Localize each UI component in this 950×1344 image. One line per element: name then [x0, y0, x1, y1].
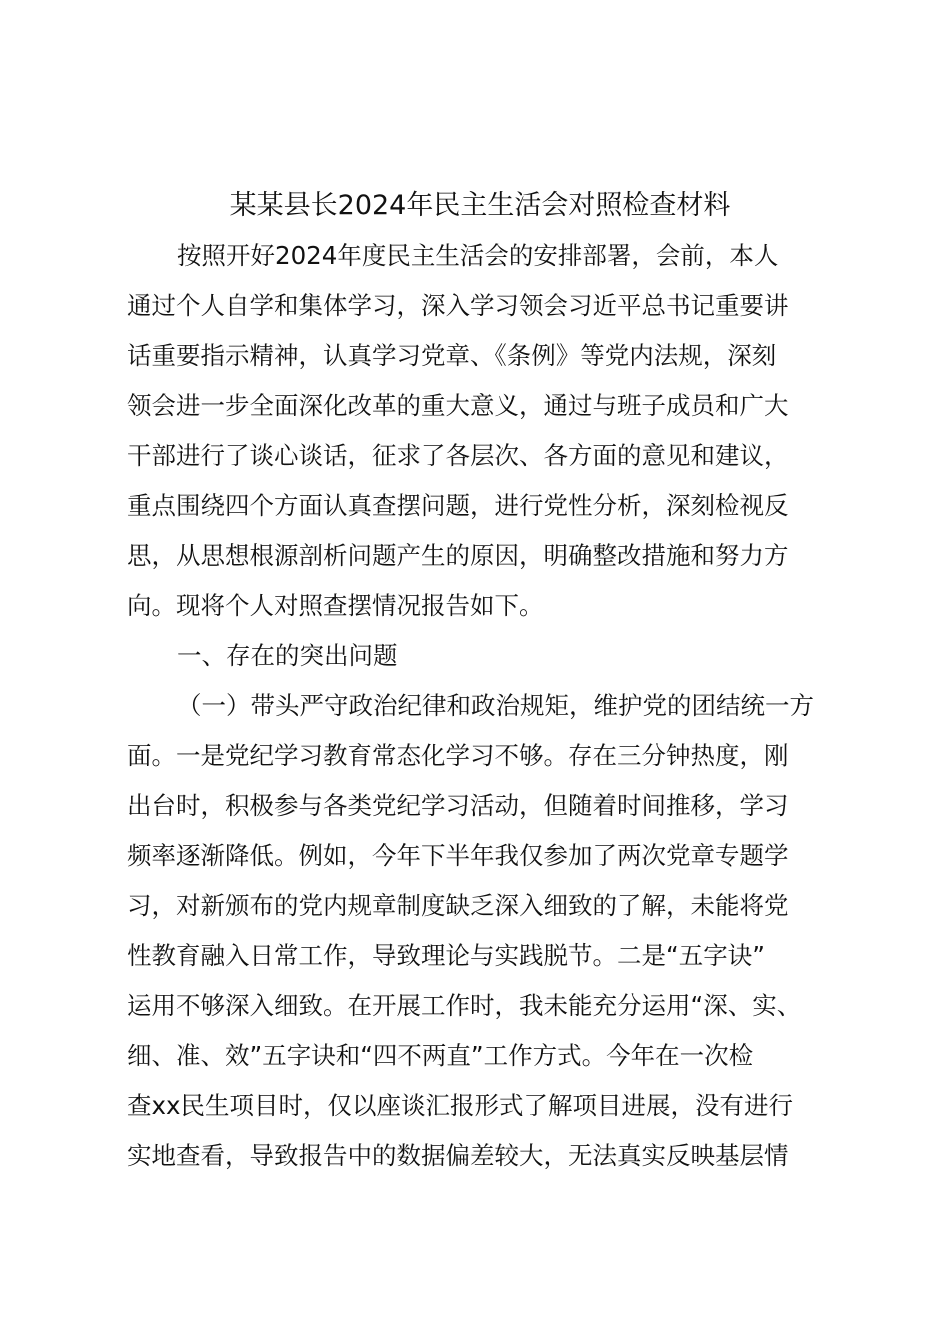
paragraph-line: 查xx民生项目时，仅以座谈汇报形式了解项目进展，没有进行 [127, 1091, 793, 1120]
paragraph-line: 实地查看，导致报告中的数据偏差较大，无法真实反映基层情 [127, 1141, 789, 1170]
paragraph-line: 面。一是党纪学习教育常态化学习不够。存在三分钟热度，刚 [127, 741, 789, 770]
paragraph-line: （一）带头严守政治纪律和政治规矩，维护党的团结统一方 [177, 691, 814, 720]
paragraph-line: 性教育融入日常工作，导致理论与实践脱节。二是“五字诀” [127, 941, 765, 970]
paragraph-line: 通过个人自学和集体学习，深入学习领会习近平总书记重要讲 [127, 291, 789, 320]
paragraph-line: 按照开好2024年度民主生活会的安排部署，会前，本人 [177, 241, 779, 270]
paragraph-line: 习，对新颁布的党内规章制度缺乏深入细致的了解，未能将党 [127, 891, 789, 920]
paragraph-line: 重点围绕四个方面认真查摆问题，进行党性分析，深刻检视反 [127, 491, 789, 520]
paragraph-line: 出台时，积极参与各类党纪学习活动，但随着时间推移，学习 [127, 791, 789, 820]
paragraph-line: 领会进一步全面深化改革的重大意义，通过与班子成员和广大 [127, 391, 789, 420]
document-body [127, 231, 847, 1181]
paragraph-line: 话重要指示精神，认真学习党章、《条例》等党内法规，深刻 [127, 341, 777, 370]
document-title: 某某县长2024年民主生活会对照检查材料 [229, 190, 731, 221]
paragraph-line: 干部进行了谈心谈话，征求了各层次、各方面的意见和建议， [127, 441, 789, 470]
paragraph-line: 频率逐渐降低。例如，今年下半年我仅参加了两次党章专题学 [127, 841, 789, 870]
paragraph-line: 细、准、效”五字诀和“四不两直”工作方式。今年在一次检 [127, 1041, 754, 1070]
section-heading: 一、存在的突出问题 [177, 641, 398, 670]
paragraph-line: 运用不够深入细致。在开展工作时，我未能充分运用“深、实、 [127, 991, 802, 1020]
paragraph-line: 向。现将个人对照查摆情况报告如下。 [127, 591, 544, 620]
paragraph-line: 思，从思想根源剖析问题产生的原因，明确整改措施和努力方 [127, 541, 789, 570]
